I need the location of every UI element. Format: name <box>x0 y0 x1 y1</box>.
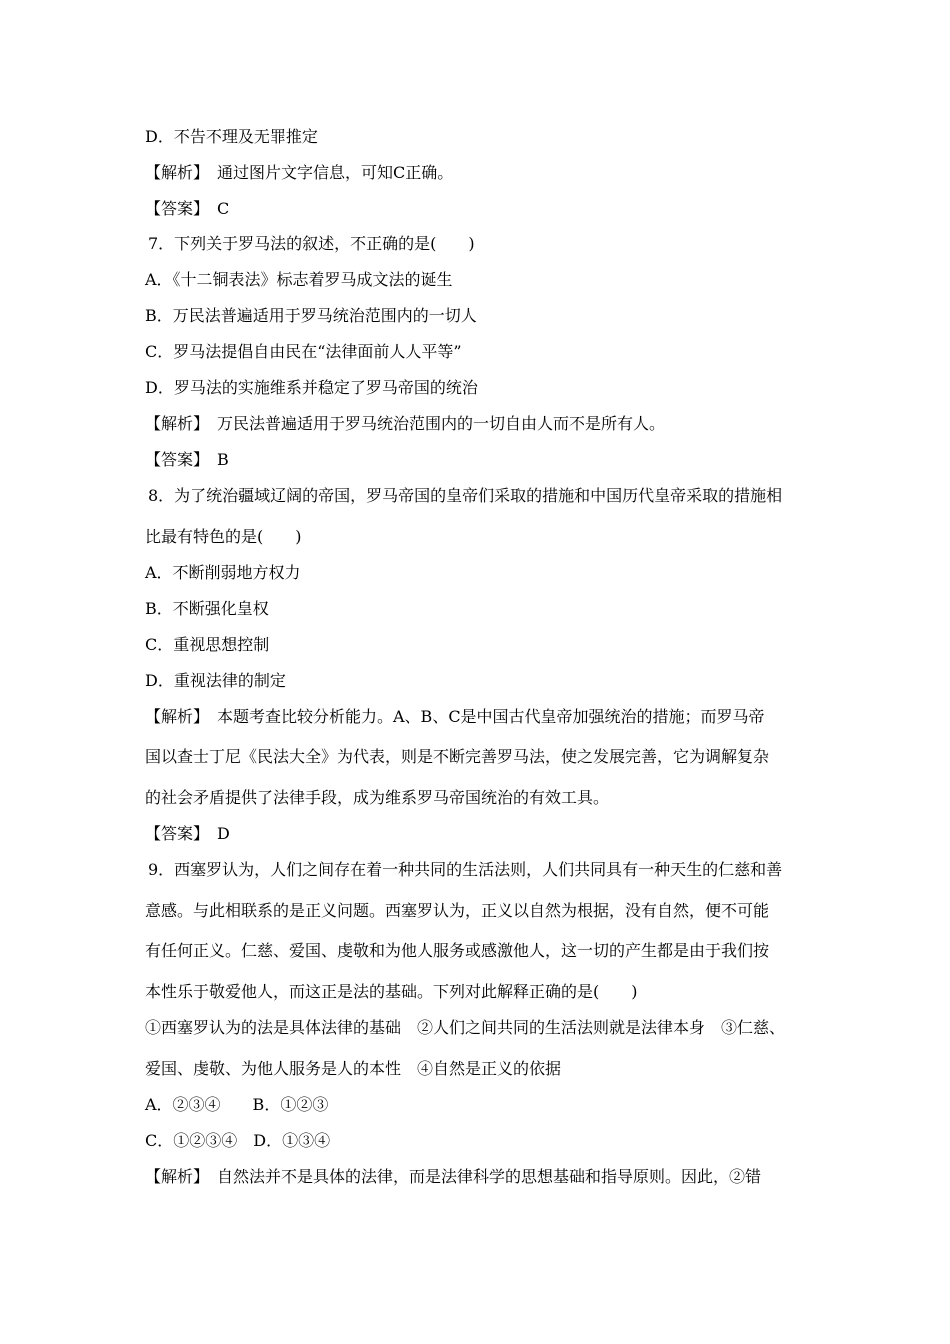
answer-q8: 【答案】 D <box>145 824 230 843</box>
analysis-q8-cont-2: 的社会矛盾提供了法律手段，成为维系罗马帝国统治的有效工具。 <box>145 788 610 807</box>
options-ab-q9: A．②③④ B．①②③ <box>145 1095 329 1114</box>
question-9-cont-2: 有任何正义。仁慈、爱国、虔敬和为他人服务或感激他人，这一切的产生都是由于我们按 <box>145 941 770 960</box>
question-8: 8．为了统治疆域辽阔的帝国，罗马帝国的皇帝们采取的措施和中国历代皇帝采取的措施相 <box>148 486 783 505</box>
option-d-q8: D．重视法律的制定 <box>145 671 286 690</box>
question-9-cont-3: 本性乐于敬爱他人，而这正是法的基础。下列对此解释正确的是( ) <box>145 982 638 1001</box>
answer-q6: 【答案】 C <box>145 199 230 218</box>
analysis-q8-cont-1: 国以查士丁尼《民法大全》为代表，则是不断完善罗马法，使之发展完善，它为调解复杂 <box>145 747 770 766</box>
question-9-cont-1: 意感。与此相联系的是正义问题。西塞罗认为，正义以自然为根据，没有自然，便不可能 <box>145 901 770 920</box>
option-a-q7: A．《十二铜表法》标志着罗马成文法的诞生 <box>145 270 453 289</box>
analysis-q8: 【解析】 本题考查比较分析能力。A、B、C是中国古代皇帝加强统治的措施；而罗马帝 <box>145 707 765 726</box>
analysis-q9: 【解析】 自然法并不是具体的法律，而是法律科学的思想基础和指导原则。因此，②错 <box>145 1167 762 1186</box>
option-c-q7: C．罗马法提倡自由民在“法律面前人人平等” <box>145 342 462 361</box>
option-b-q8: B．不断强化皇权 <box>145 599 269 618</box>
option-d-q7: D．罗马法的实施维系并稳定了罗马帝国的统治 <box>145 378 478 397</box>
analysis-q6: 【解析】 通过图片文字信息，可知C正确。 <box>145 163 454 182</box>
options-cd-q9: C．①②③④ D．①③④ <box>145 1131 331 1150</box>
answer-q7: 【答案】 B <box>145 450 229 469</box>
option-a-q8: A．不断削弱地方权力 <box>145 563 301 582</box>
question-8-cont: 比最有特色的是( ) <box>145 527 302 546</box>
option-c-q8: C．重视思想控制 <box>145 635 270 654</box>
option-b-q7: B．万民法普遍适用于罗马统治范围内的一切人 <box>145 306 477 325</box>
question-7: 7．下列关于罗马法的叙述，不正确的是( ) <box>148 234 475 253</box>
question-9: 9．西塞罗认为，人们之间存在着一种共同的生活法则，人们共同具有一种天生的仁慈和善 <box>148 860 783 879</box>
statements-q9: ①西塞罗认为的法是具体法律的基础 ②人们之间共同的生活法则就是法律本身 ③仁慈、 <box>145 1018 786 1037</box>
analysis-q7: 【解析】 万民法普遍适用于罗马统治范围内的一切自由人而不是所有人。 <box>145 414 666 433</box>
statements-q9-cont: 爱国、虔敬、为他人服务是人的本性 ④自然是正义的依据 <box>145 1059 562 1078</box>
option-d-q6: D．不告不理及无罪推定 <box>145 127 318 146</box>
